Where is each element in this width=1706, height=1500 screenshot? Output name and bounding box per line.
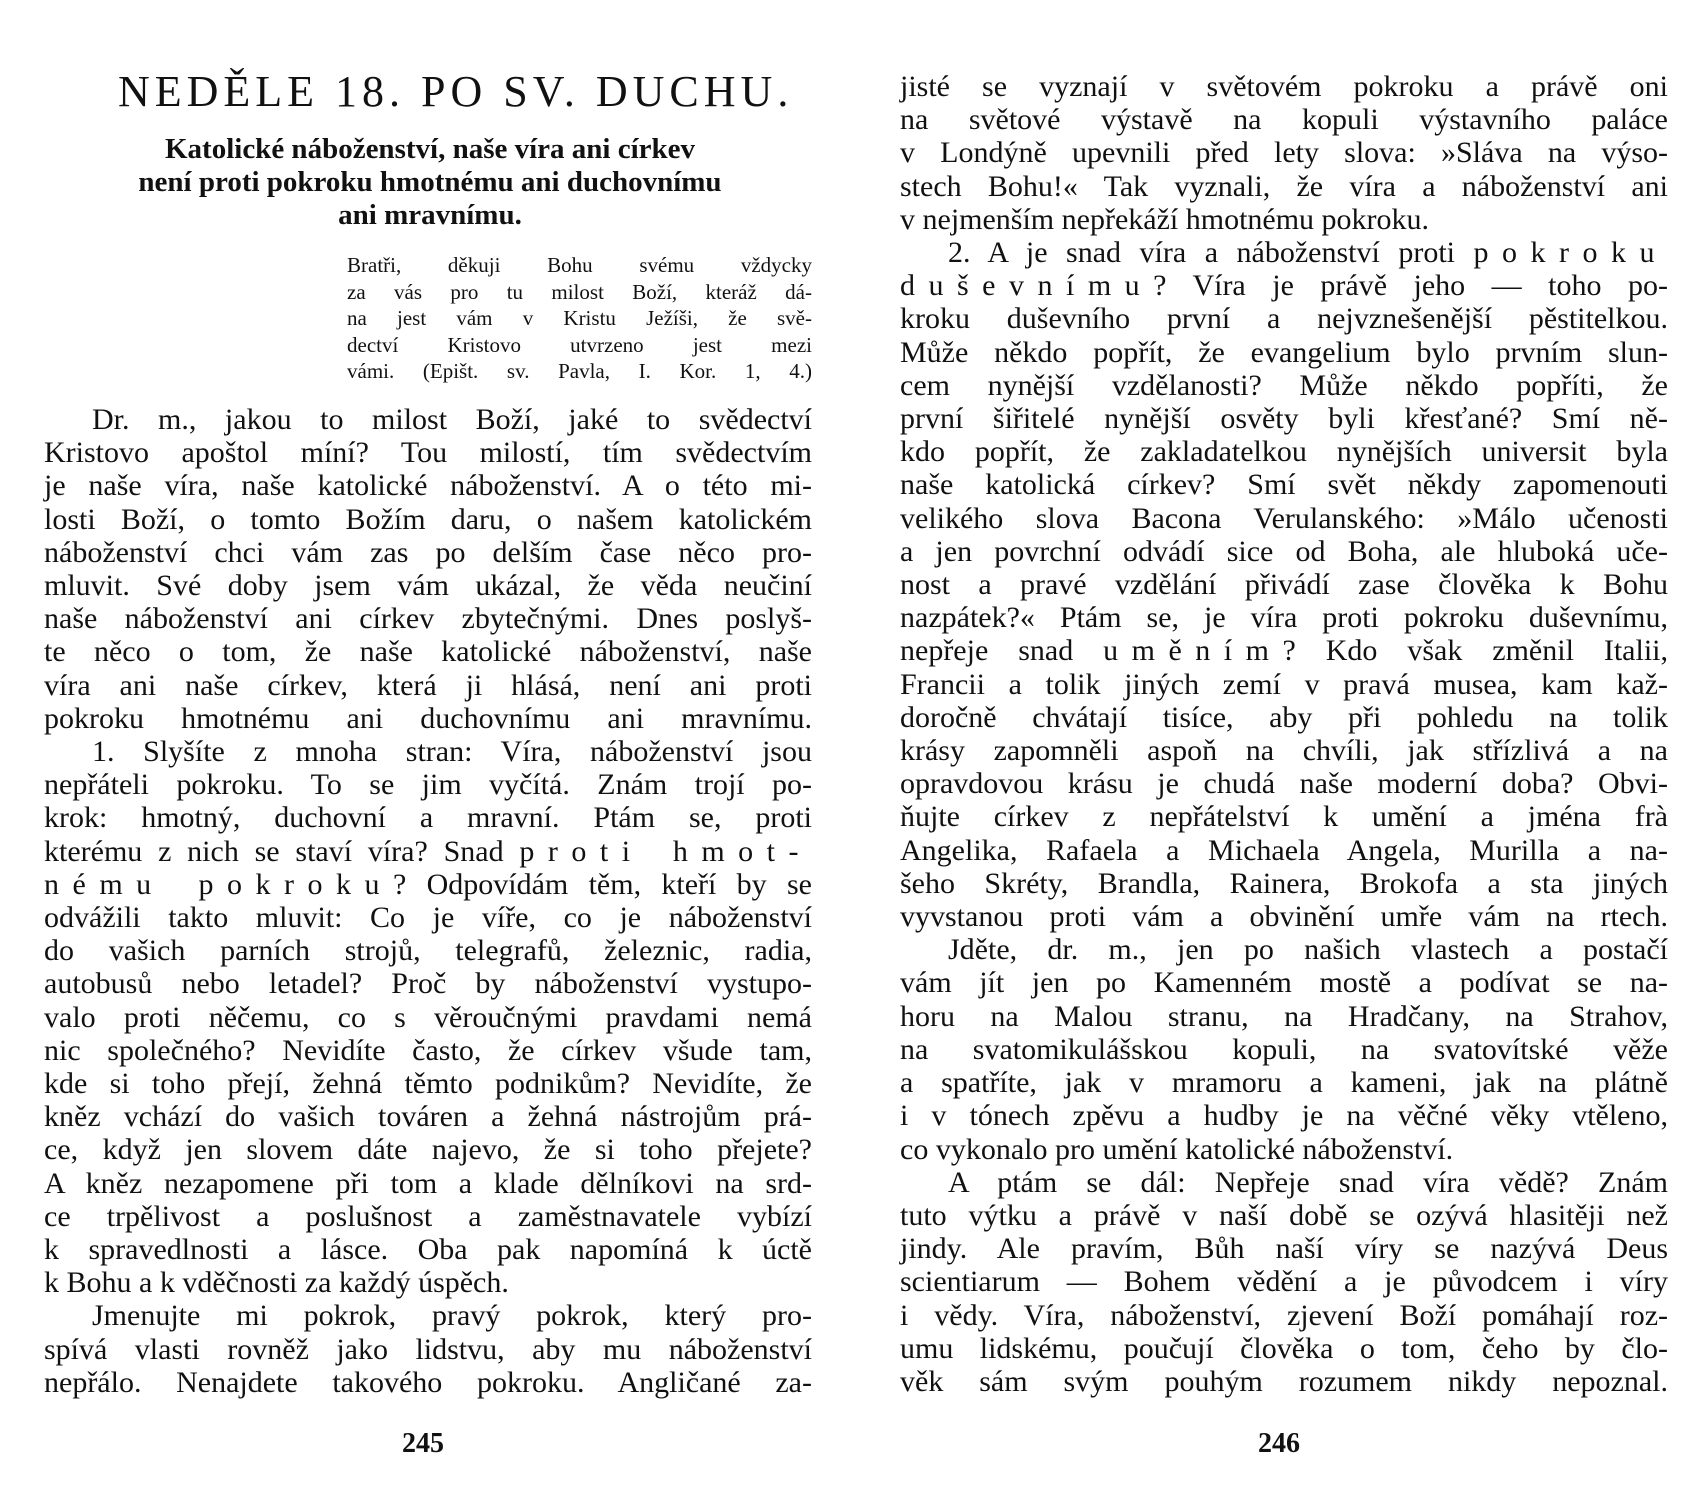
spaced-emphasis: nému pokroku <box>44 867 393 901</box>
text-line: stech Bohu!« Tak vyznali, že víra a náboženství ani <box>900 169 1668 203</box>
text-line: na svatomikulášskou kopuli, na svatovítské věže <box>900 1032 1668 1066</box>
text-line: a spatříte, jak v mramoru a kameni, jak na plátně <box>900 1066 1668 1100</box>
text-line: Jděte, dr. m., jen po našich vlastech a postačí <box>948 933 1668 967</box>
text-line: opravdovou krásu je chudá naše moderní doba? Obvi- <box>900 767 1668 801</box>
heading-line: ani mravnímu. <box>338 199 522 231</box>
text-line: krok: hmotný, duchovní a mravní. Ptám se, proti <box>44 801 812 835</box>
text-line: Jmenujte mi pokrok, pravý pokrok, který pro- <box>92 1299 812 1333</box>
text-line: vám jít jen po Kamenném mostě a podívat se na- <box>900 966 1668 1000</box>
text-line: A kněz nezapomene při tom a klade dělníkovi na srd- <box>44 1166 812 1200</box>
text-line: velikého slova Bacona Verulanského: »Málo učenosti <box>900 501 1668 535</box>
left-body-text <box>44 403 812 1399</box>
text-line: autobusů nebo letadel? Proč by náboženství vystupo- <box>44 967 812 1001</box>
text-line: Může někdo popřít, že evangelium bylo prvním slun- <box>900 335 1668 369</box>
text-line: umu lidskému, poučují člověka o tom, čeho by člo- <box>900 1331 1668 1365</box>
text-line: Bratři, děkuji Bohu svému vždycky <box>347 253 812 277</box>
text-line: kdo popřít, že zakladatelkou nynějších universit byla <box>900 435 1668 469</box>
text-line: nepřáteli pokroku. To se jim vyčítá. Znám trojí po- <box>44 768 812 802</box>
text-segment: ? Víra je právě jeho — toho po- <box>1153 269 1668 303</box>
text-line: tuto výtku a právě v naší době se ozývá hlasitěji než <box>900 1198 1668 1232</box>
text-line: te něco o tom, že naše katolické náboženství, naše <box>44 635 812 669</box>
page-number: 246 <box>1258 1428 1300 1459</box>
text-line <box>900 269 1668 302</box>
epigraph <box>347 252 812 385</box>
text-line: kde si toho přejí, žehná těmto podnikům? Nevidíte, že <box>44 1067 812 1101</box>
text-line: nazpátek?« Ptám se, je víra proti pokroku duševnímu, <box>900 601 1668 635</box>
text-line: šeho Skréty, Brandla, Rainera, Brokofa a sta jiných <box>900 866 1668 900</box>
spaced-emphasis: proti hmot- <box>519 834 812 868</box>
text-segment: ? Odpovídám těm, kteří by se <box>392 867 813 901</box>
text-line: A ptám se dál: Nepřeje snad víra vědě? Znám <box>948 1165 1668 1199</box>
text-line: jindy. Ale pravím, Bůh naší víry se nazývá Deus <box>900 1232 1668 1266</box>
text-line: k Bohu a k vděčnosti za každý úspěch. <box>44 1266 509 1300</box>
text-line: první šiřitelé nynější osvěty byli křesťané? Smí ně- <box>900 402 1668 436</box>
text-line: za vás pro tu milost Boží, kteráž dá- <box>347 279 812 304</box>
sermon-heading <box>60 133 800 232</box>
text-line: i vědy. Víra, náboženství, zjevení Boží pomáhají roz- <box>900 1298 1668 1332</box>
text-line: na světové výstavě na kopuli výstavního paláce <box>900 103 1668 137</box>
text-segment: 2. A je snad víra a náboženství proti <box>948 236 1474 270</box>
text-line: co vykonalo pro umění katolické náboženství. <box>900 1132 1454 1166</box>
text-line <box>44 835 812 868</box>
chapter-title: NEDĚLE 18. PO SV. DUCHU. <box>118 67 794 116</box>
text-line: v Londýně upevnili před lety slova: »Sláva na výso- <box>900 136 1668 170</box>
text-segment: nepřeje snad <box>900 634 1104 668</box>
text-line: valo proti něčemu, co s věroučnými pravdami nemá <box>44 1000 812 1034</box>
text-line: nost a pravé vzdělání přivádí zase člověka k Bohu <box>900 568 1668 602</box>
text-line: mluvit. Své doby jsem vám ukázal, že věda neučiní <box>44 569 812 603</box>
text-line: naše katolická církev? Smí svět někdy zapomenouti <box>900 468 1668 502</box>
text-line: vyvstanou proti vám a obvinění umře vám na rtech. <box>900 900 1668 934</box>
spaced-emphasis: duševnímu <box>900 269 1154 303</box>
heading-line: Katolické náboženství, naše víra ani církev <box>164 133 696 165</box>
text-line: ce trpělivost a poslušnost a zaměstnavatele vybízí <box>44 1199 812 1233</box>
text-line: 1. Slyšíte z mnoha stran: Víra, náboženství jsou <box>92 735 812 769</box>
text-line: dectví Kristovo utvrzeno jest mezi <box>347 332 812 357</box>
text-line: naše náboženství ani církev zbytečnými. Dnes poslyš- <box>44 602 812 636</box>
text-line <box>900 236 1668 269</box>
text-line: věk sám svým pouhým rozumem nikdy nepoznal. <box>900 1364 1668 1398</box>
text-line: Kristovo apoštol míní? Tou milostí, tím svědectvím <box>44 436 812 470</box>
text-line: horu na Malou stranu, na Hradčany, na Strahov, <box>900 999 1668 1033</box>
heading-line: není proti pokroku hmotnému ani duchovnímu <box>138 166 722 198</box>
text-line: i v tónech zpěvu a hudby je na věčné věky vtěleno, <box>900 1099 1668 1133</box>
text-line: v nejmenším nepřekáží hmotnému pokroku. <box>900 202 1430 236</box>
text-line <box>44 868 812 901</box>
text-line: je naše víra, naše katolické náboženství. A o této mi- <box>44 469 812 503</box>
text-line: do vašich parních strojů, telegrafů, železnic, radia, <box>44 934 812 968</box>
text-line <box>900 634 1668 667</box>
text-line: vámi. (Epišt. sv. Pavla, I. Kor. 1, 4.) <box>347 359 812 383</box>
text-line: cem nynější vzdělanosti? Může někdo popříti, že <box>900 368 1668 402</box>
text-line: jisté se vyznají v světovém pokroku a právě oni <box>900 70 1668 103</box>
text-line: k spravedlnosti a lásce. Oba pak napomíná k úctě <box>44 1233 812 1267</box>
text-line: na jest vám v Kristu Ježíši, že svě- <box>347 306 812 330</box>
text-line: ce, když jen slovem dáte najevo, že si toho přejete? <box>44 1133 812 1167</box>
text-line: náboženství chci vám zas po delším čase něco pro- <box>44 535 812 569</box>
text-line: scientiarum — Bohem vědění a je původcem i víry <box>900 1265 1668 1299</box>
text-line: víra ani naše církev, která ji hlásá, není ani proti <box>44 668 812 702</box>
text-segment: ? Kdo však změnil Italii, <box>1282 634 1668 668</box>
text-line: spívá vlasti rovněž jako lidstvu, aby mu náboženství <box>44 1332 812 1366</box>
text-segment: kterému z nich se staví víra? Snad <box>44 834 520 868</box>
text-line: doročně chvátají tisíce, aby při pohledu na tolik <box>900 700 1668 734</box>
spaced-emphasis: uměním <box>1103 634 1283 668</box>
text-line: ňujte církev z nepřátelství k umění a jména frà <box>900 800 1668 834</box>
text-line: odvážili takto mluvit: Co je víře, co je náboženství <box>44 901 812 935</box>
text-line: krásy zapomněli aspoň na chvíli, jak střízlivá a na <box>900 734 1668 768</box>
text-line: nepřálo. Nenajdete takového pokroku. Angličané za- <box>44 1365 812 1399</box>
text-line: kněz vchází do vašich továren a žehná nástrojům prá- <box>44 1100 812 1134</box>
page-number: 245 <box>402 1428 444 1459</box>
text-line: pokroku hmotnému ani duchovnímu ani mravnímu. <box>44 701 812 735</box>
spaced-emphasis: pokroku <box>1473 236 1668 270</box>
text-line: losti Boží, o tomto Božím daru, o našem katolickém <box>44 502 812 536</box>
text-line: a jen povrchní odvádí sice od Boha, ale hluboká uče- <box>900 534 1668 568</box>
text-line: nic společného? Nevidíte často, že církev všude tam, <box>44 1033 812 1067</box>
text-line: Dr. m., jakou to milost Boží, jaké to svědectví <box>92 403 812 436</box>
text-line: Francii a tolik jiných zemí v pravá musea, kam kaž- <box>900 667 1668 701</box>
text-line: kroku duševního první a nejvznešenější pěstitelkou. <box>900 302 1668 336</box>
page-right <box>853 0 1706 1500</box>
text-line: Angelika, Rafaela a Michaela Angela, Murilla a na- <box>900 833 1668 867</box>
right-body-text <box>900 70 1668 1398</box>
